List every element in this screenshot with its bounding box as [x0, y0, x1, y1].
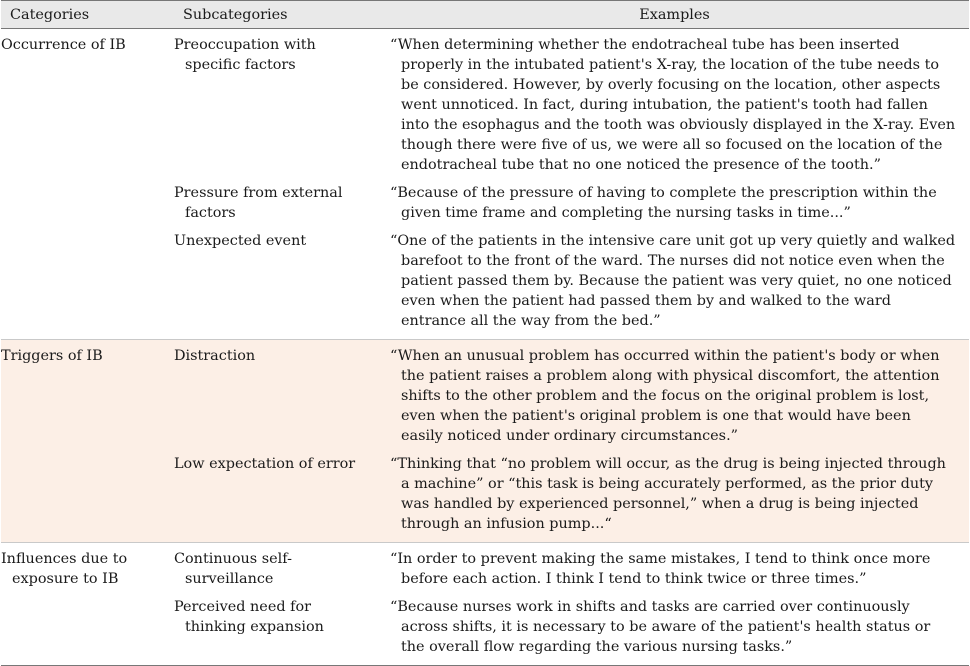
- table-row: [1, 597, 969, 666]
- example-cell: “When determining whether the endotracheal tube has been inserted properly in the intubated patient's X-ray, the location of the tube needs to be considered. However, by overly focusing on the location, other aspects went unnoticed. In fact, during intubation, the patient's tooth had fallen into the esophagus and the tooth was obviously displayed in the X-ray. Even though there were five of us, we were all so focused on the location of the endotracheal tube that no one noticed the presence of the tooth.”: [380, 29, 969, 184]
- category-cell: Triggers of IB: [1, 340, 174, 455]
- example-cell: “Because nurses work in shifts and tasks are carried over continuously across shifts, it is necessary to be aware of the patient's health status or the overall flow regarding the various nursing tasks.”: [380, 597, 969, 666]
- subcategory-cell: Distraction: [174, 340, 380, 455]
- example-cell: “Thinking that “no problem will occur, as the drug is being injected through a machine” or “this task is being accurately performed, as the prior duty was handled by experienced personnel,” when a drug is being injected through an infusion pump...“: [380, 454, 969, 543]
- table-body: [1, 29, 969, 666]
- header-examples: Examples: [380, 1, 969, 29]
- header-row: [1, 1, 969, 29]
- category-cell-empty: [1, 454, 174, 543]
- table-row: [1, 454, 969, 543]
- header-subcategories: Subcategories: [174, 1, 380, 29]
- subcategory-cell: Preoccupation with specific factors: [174, 29, 380, 184]
- category-cell-empty: [1, 231, 174, 340]
- subcategory-cell: Low expectation of error: [174, 454, 380, 543]
- category-cell: Occurrence of IB: [1, 29, 174, 184]
- category-cell-empty: [1, 183, 174, 231]
- subcategory-cell: Pressure from external factors: [174, 183, 380, 231]
- table-row: [1, 183, 969, 231]
- table-row: [1, 231, 969, 340]
- category-cell-empty: [1, 597, 174, 666]
- example-cell: “In order to prevent making the same mistakes, I tend to think once more before each action. I think I tend to think twice or three times.”: [380, 543, 969, 598]
- table-row: [1, 29, 969, 184]
- table-row: [1, 543, 969, 598]
- example-cell: “One of the patients in the intensive care unit got up very quietly and walked barefoot to the front of the ward. The nurses did not notice even when the patient passed them by. Because the patient was very quiet, no one noticed even when the patient had passed them by and walked to the ward entrance all the way from the bed.”: [380, 231, 969, 340]
- subcategory-cell: Continuous self-surveillance: [174, 543, 380, 598]
- example-cell: “Because of the pressure of having to complete the prescription within the given time frame and completing the nursing tasks in time...”: [380, 183, 969, 231]
- header-categories: Categories: [1, 1, 174, 29]
- subcategory-cell: Perceived need for thinking expansion: [174, 597, 380, 666]
- category-cell: Influences due to exposure to IB: [1, 543, 174, 598]
- table-header: [1, 1, 969, 29]
- table-row: [1, 340, 969, 455]
- subcategory-cell: Unexpected event: [174, 231, 380, 340]
- example-cell: “When an unusual problem has occurred within the patient's body or when the patient raises a problem along with physical discomfort, the attention shifts to the other problem and the focus on the original problem is lost, even when the patient's original problem is one that would have been easily noticed under ordinary circumstances.”: [380, 340, 969, 455]
- findings-table: [1, 0, 969, 666]
